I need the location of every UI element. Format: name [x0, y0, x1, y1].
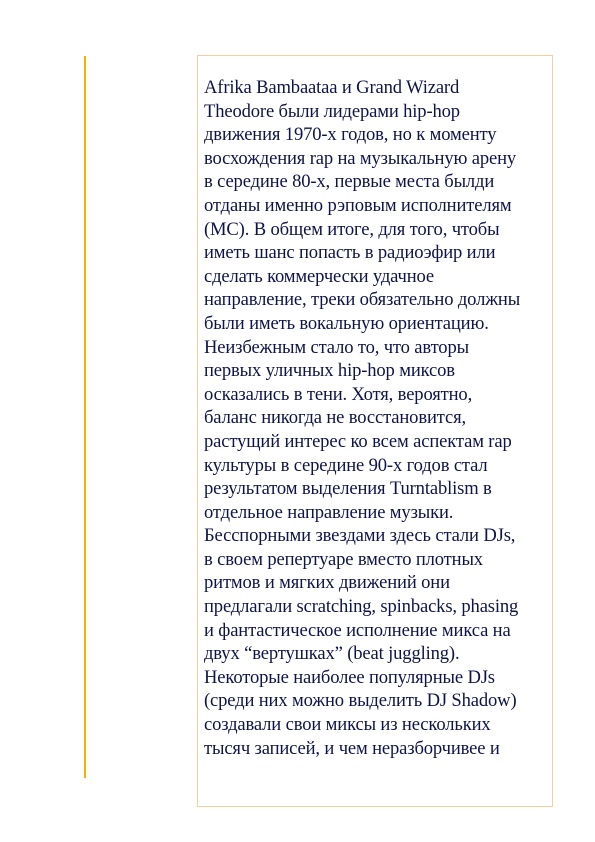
article-line-1: Afrika Bambaataa и Grand Wizard: [204, 77, 460, 98]
article-line-28: создавали свои миксы из нескольких: [204, 714, 491, 736]
article-line-15: баланс никогда не восстановится,: [204, 407, 466, 429]
article-line-17: культуры в середине 90-х годов стал: [204, 454, 488, 476]
article-line-24: и фантастическое исполнение микса на: [204, 619, 511, 641]
article-line-27: (среди них можно выделить DJ Shadow): [204, 690, 517, 712]
article-line-5: в середине 80-х, первые места былди: [204, 171, 495, 193]
article-line-20: Бесспорными звездами здесь стали DJs,: [204, 525, 516, 547]
article-line-3: движения 1970-х годов, но к моменту: [204, 124, 497, 146]
article-line-22: ритмов и мягких движений они: [204, 572, 450, 594]
article-line-6: отданы именно рэповым исполнителям: [204, 194, 512, 216]
article-line-9: сделать коммерчески удачное: [204, 265, 434, 287]
article-line-18: результатом выделения Turntablism в: [204, 478, 492, 500]
article-line-12: Неизбежным стало то, что авторы: [204, 336, 469, 358]
article-line-7: (MC). В общем итоге, для того, чтобы: [204, 218, 500, 240]
article-line-29: тысяч записей, и чем неразборчивее и: [204, 737, 500, 759]
article-line-23: предлагали scratching, spinbacks, phasing: [204, 596, 519, 618]
article-text: [204, 76, 549, 760]
article-line-19: отдельное направление музыки.: [204, 501, 454, 523]
article-line-26: Некоторые наиболее популярные DJs: [204, 666, 495, 688]
article-line-11: были иметь вокальную ориентацию.: [204, 312, 489, 334]
article-line-10: направление, треки обязательно должны: [204, 289, 521, 311]
article-line-13: первых уличных hip-hop миксов: [204, 360, 455, 382]
article-line-14: осказались в тени. Хотя, вероятно,: [204, 383, 473, 405]
article-line-2: Theodore были лидерами hip-hop: [204, 100, 460, 122]
left-margin-rule: [84, 56, 86, 778]
article-line-16: растущий интерес ко всем аспектам rap: [204, 430, 512, 452]
article-line-25: двух “вертушках” (beat juggling).: [204, 643, 460, 665]
article-line-4: восхождения rap на музыкальную арену: [204, 147, 517, 169]
article-line-8: иметь шанс попасть в радиоэфир или: [204, 242, 496, 264]
article-line-21: в своем репертуаре вместо плотных: [204, 548, 483, 570]
